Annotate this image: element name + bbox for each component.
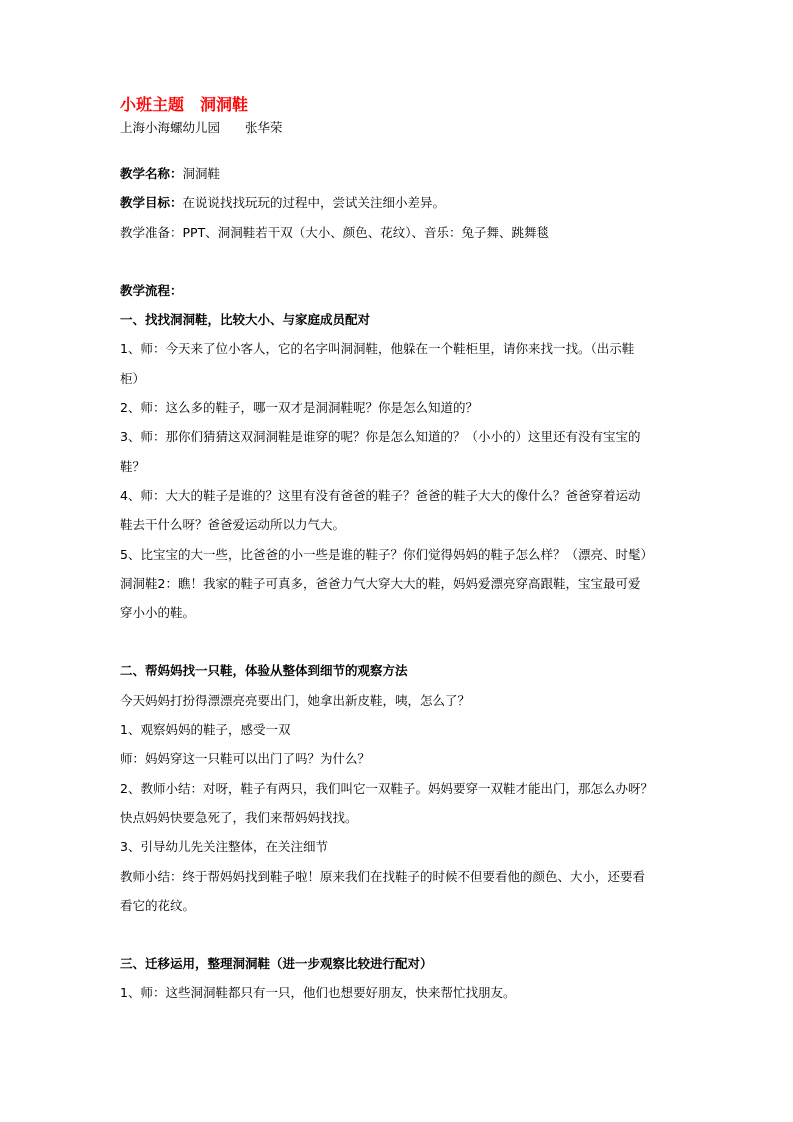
section-2-line: 今天妈妈打扮得漂漂亮亮要出门，她拿出新皮鞋，咦，怎么了？: [120, 692, 471, 708]
section-1-line: 4、师：大大的鞋子是谁的？这里有没有爸爸的鞋子？爸爸的鞋子大大的像什么？爸爸穿着运动: [120, 487, 641, 503]
section-1-line: 3、师：那你们猜猜这双洞洞鞋是谁穿的呢？你是怎么知道的？（小小的）这里还有没有宝宝的: [120, 429, 641, 445]
teaching-prep: 教学准备：PPT、洞洞鞋若干双（大小、颜色、花纹）、音乐：兔子舞、跳舞毯: [120, 224, 549, 240]
section-1-line: 洞洞鞋2：瞧！我家的鞋子可真多，爸爸力气大穿大大的鞋，妈妈爱漂亮穿高跟鞋，宝宝最可爱: [120, 575, 641, 591]
teaching-name-value: 洞洞鞋: [182, 166, 221, 181]
section-2-line: 3、引导幼儿先关注整体，在关注细节: [120, 839, 328, 855]
section-1-heading: 一、找找洞洞鞋，比较大小、与家庭成员配对: [120, 312, 371, 328]
teaching-goal-value: 在说说找找玩玩的过程中，尝试关注细小差异。: [182, 195, 446, 211]
section-2-line: 教师小结：终于帮妈妈找到鞋子啦！原来我们在找鞋子的时候不但要看他的颜色、大小，还要看: [120, 868, 646, 884]
teaching-name: [120, 159, 680, 188]
section-2-line: 快点妈妈快要急死了，我们来帮妈妈找找。: [120, 809, 358, 825]
section-1-line: 5、比宝宝的大一些，比爸爸的小一些是谁的鞋子？你们觉得妈妈的鞋子怎么样？（漂亮、时髦）: [120, 546, 653, 562]
teaching-flow-heading: 教学流程：: [120, 282, 183, 298]
section-1-line: 鞋去干什么呀？爸爸爱运动所以力气大。: [120, 517, 346, 533]
teaching-goal-label: 教学目标：: [120, 195, 183, 211]
section-1-line: 穿小小的鞋。: [120, 605, 196, 621]
document-title: 小班主题 洞洞鞋: [120, 95, 249, 114]
section-1-line: 柜）: [120, 370, 146, 386]
section-2-line: 1、观察妈妈的鞋子，感受一双: [120, 722, 291, 738]
section-2-line: 师：妈妈穿这一只鞋可以出门了吗？为什么？: [120, 751, 371, 767]
document-author: 上海小海螺幼儿园 张华荣: [120, 120, 283, 135]
section-3-line: 1、师：这些洞洞鞋都只有一只，他们也想要好朋友，快来帮忙找朋友。: [120, 985, 516, 1001]
section-2-line: 看它的花纹。: [120, 897, 196, 913]
document-page: [120, 92, 680, 1008]
section-2-heading: 二、帮妈妈找一只鞋，体验从整体到细节的观察方法: [120, 663, 408, 679]
teaching-goal: [120, 188, 680, 217]
section-1-line: 2、师：这么多的鞋子，哪一双才是洞洞鞋呢？你是怎么知道的？: [120, 400, 478, 416]
section-2-line: 2、教师小结：对呀，鞋子有两只，我们叫它一双鞋子。妈妈要穿一双鞋才能出门，那怎么办呀？: [120, 780, 653, 796]
section-3-heading: 三、迁移运用，整理洞洞鞋（进一步观察比较进行配对）: [120, 956, 433, 972]
section-1-line: 1、师：今天来了位小客人，它的名字叫洞洞鞋，他躲在一个鞋柜里，请你来找一找。（出示鞋: [120, 341, 635, 357]
teaching-name-label: 教学名称：: [120, 166, 183, 181]
section-1-line: 鞋？: [120, 458, 146, 474]
